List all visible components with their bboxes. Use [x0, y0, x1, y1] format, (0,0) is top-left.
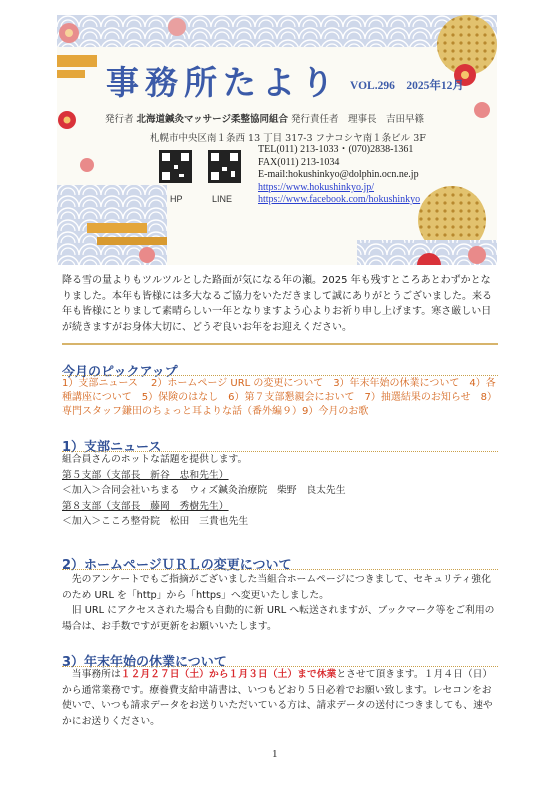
facebook-link[interactable]: https://www.facebook.com/hokushinkyo — [258, 194, 421, 206]
tel: TEL(011) 213-1033・(070)2838-1361 — [258, 144, 414, 155]
hp-qr-code[interactable] — [159, 150, 192, 183]
section3-body: 当事務所は１２月２７日（土）から１月３日（土）まで休業とさせて頂きます。１月４日（日）から通常業務です。療養費支給申請書は、いつもどおり５日必着でお願い致します。レセコンをお使いで、いつも請求データをお送りいただいている方は、請求データの送付につきましても、速やかにお送りください。 — [62, 669, 493, 727]
section2-heading: 2）ホームページＵＲＬの変更について — [62, 558, 292, 573]
line-qr-code[interactable] — [208, 150, 241, 183]
contact-info — [258, 144, 420, 207]
header-banner — [57, 15, 497, 265]
newsletter-title: 事務所たより — [106, 63, 340, 102]
branch8-join: ＜加入＞こころ整骨院 松田 三貴也先生 — [62, 516, 249, 528]
branch5-join: ＜加入＞合同会社いちまる ウィズ鍼灸治療院 柴野 良太先生 — [62, 485, 346, 497]
section3-heading: 3）年末年始の休業について — [62, 655, 227, 670]
fax: FAX(011) 213-1034 — [258, 156, 340, 168]
branch8-title: 第８支部（支部長 藤岡 秀樹先生） — [62, 500, 229, 512]
dotted-rule — [62, 375, 498, 376]
page-number: 1 — [272, 748, 278, 760]
hp-link[interactable]: https://www.hokushinkyo.jp/ — [258, 181, 375, 193]
publisher-name: 北海道鍼灸マッサージ柔整協同組合 — [136, 114, 288, 125]
section2-p2: 旧 URL にアクセスされた場合も自動的に新 URL へ転送されますが、ブックマーク等をご利用の場合は、お手数ですが更新をお願いいたします。 — [62, 605, 495, 632]
section2-p1: 先のアンケートでもご指摘がございました当組合ホームページにつきまして、セキュリティ強化のため URL を「http」から「https」へ変更いたしました。 — [62, 574, 491, 601]
divider — [62, 343, 498, 345]
hp-label: HP — [170, 194, 183, 204]
email: E-mail:hokushinkyo@dolphin.ocn.ne.jp — [258, 169, 419, 181]
intro-paragraph: 降る雪の量よりもツルツルとした路面が気になる年の瀬。2025 年も残すところあとわずかとなりました。本年も皆様には多大なるご協力をいただきまして誠にありがとうございました。来る年も皆様にとりまして素晴らしい一年となりますよう心よりお祈り申し上げます。寒さ厳しい日が続きますがお身体大切に、どうぞ良いお年をお迎えください。 — [62, 275, 492, 333]
section1-heading: 1）支部ニュース — [62, 440, 162, 455]
pickup-heading: 今月のピックアップ — [62, 365, 178, 380]
address: 札幌市中央区南１条西 13 丁目 317-3 フナコシヤ南１条ビル 3F — [150, 133, 426, 144]
branch5-title: 第５支部（支部長 新谷 忠和先生） — [62, 469, 229, 481]
pickup-list: 1）支部ニュース 2）ホームページ URL の変更について 3）年末年始の休業について 4）各種講座について 5）保険のはなし 6）第７支部懇親会において 7）抽選結果のお知らせ 8）専門スタッフ鎌田のちょっと耳よりな話（番外編９）9）今月のお歌 — [62, 378, 497, 418]
section2-body — [62, 572, 500, 634]
volume-issue: VOL.296 2025年12月 — [350, 80, 464, 92]
line-label: LINE — [212, 194, 233, 204]
section1-lead: 組合員さんのホットな話題を提供します。 — [62, 454, 248, 465]
section1-body — [62, 452, 500, 530]
publisher-line: 発行者 北海道鍼灸マッサージ柔整協同組合 発行責任者 理事長 吉田早篠 — [105, 114, 425, 125]
holiday-period: １２月２７日（土）から１月３日（土）まで休業 — [120, 669, 337, 680]
dotted-rule — [62, 569, 498, 570]
